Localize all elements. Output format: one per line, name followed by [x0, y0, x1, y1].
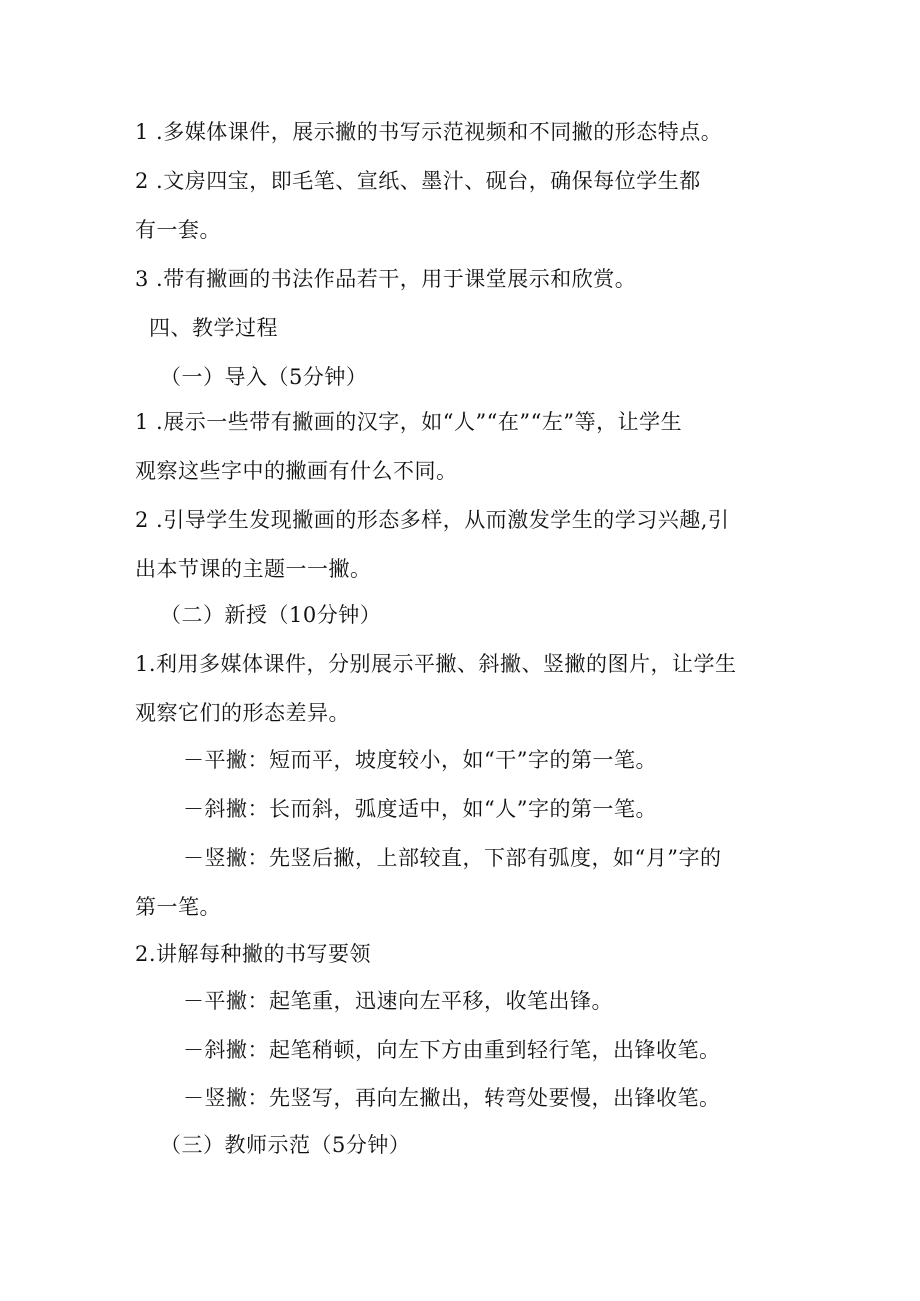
- part2-heading: （二）新授（10分钟）: [160, 603, 382, 627]
- part2-line-10: －竖撇：先竖写，再向左撇出，转弯处要慢，出锋收笔。: [183, 1086, 721, 1110]
- section-heading: 四、教学过程: [149, 316, 278, 340]
- part2-line-7: 2.讲解每种撇的书写要领: [135, 942, 372, 966]
- part2-line-9: －斜撇：起笔稍顿，向左下方由重到轻行笔，出锋收笔。: [183, 1038, 721, 1062]
- part2-line-1: 1.利用多媒体课件，分别展示平撇、斜撇、竖撇的图片，让学生: [135, 652, 737, 676]
- part2-line-3: －平撇：短而平，坡度较小，如“干”字的第一笔。: [183, 748, 657, 772]
- part2-line-4: －斜撇：长而斜，弧度适中，如“人”字的第一笔。: [183, 797, 657, 821]
- part1-line-4: 出本节课的主题一一撇。: [135, 557, 372, 581]
- part1-line-2: 观察这些字中的撇画有什么不同。: [135, 459, 458, 483]
- part2-line-2: 观察它们的形态差异。: [135, 701, 350, 725]
- prep-item-3: 3 .带有撇画的书法作品若干，用于课堂展示和欣赏。: [135, 267, 637, 291]
- part3-heading: （三）教师示范（5分钟）: [160, 1133, 411, 1157]
- prep-item-2-cont: 有一套。: [135, 218, 221, 242]
- part1-heading: （一）导入（5分钟）: [160, 365, 368, 389]
- part2-line-6: 第一笔。: [135, 895, 221, 919]
- part2-line-5: －竖撇：先竖后撇，上部较直，下部有弧度，如“月”字的: [183, 846, 722, 870]
- prep-item-2: 2 .文房四宝，即毛笔、宣纸、墨汁、砚台，确保每位学生都: [135, 169, 701, 193]
- prep-item-1: 1 .多媒体课件，展示撇的书写示范视频和不同撇的形态特点。: [135, 120, 723, 144]
- part2-line-8: －平撇：起笔重，迅速向左平移，收笔出锋。: [183, 989, 613, 1013]
- part1-line-3: 2 .引导学生发现撇画的形态多样，从而激发学生的学习兴趣,引: [135, 508, 730, 532]
- part1-line-1: 1 .展示一些带有撇画的汉字，如“人”“在”“左”等，让学生: [135, 410, 683, 434]
